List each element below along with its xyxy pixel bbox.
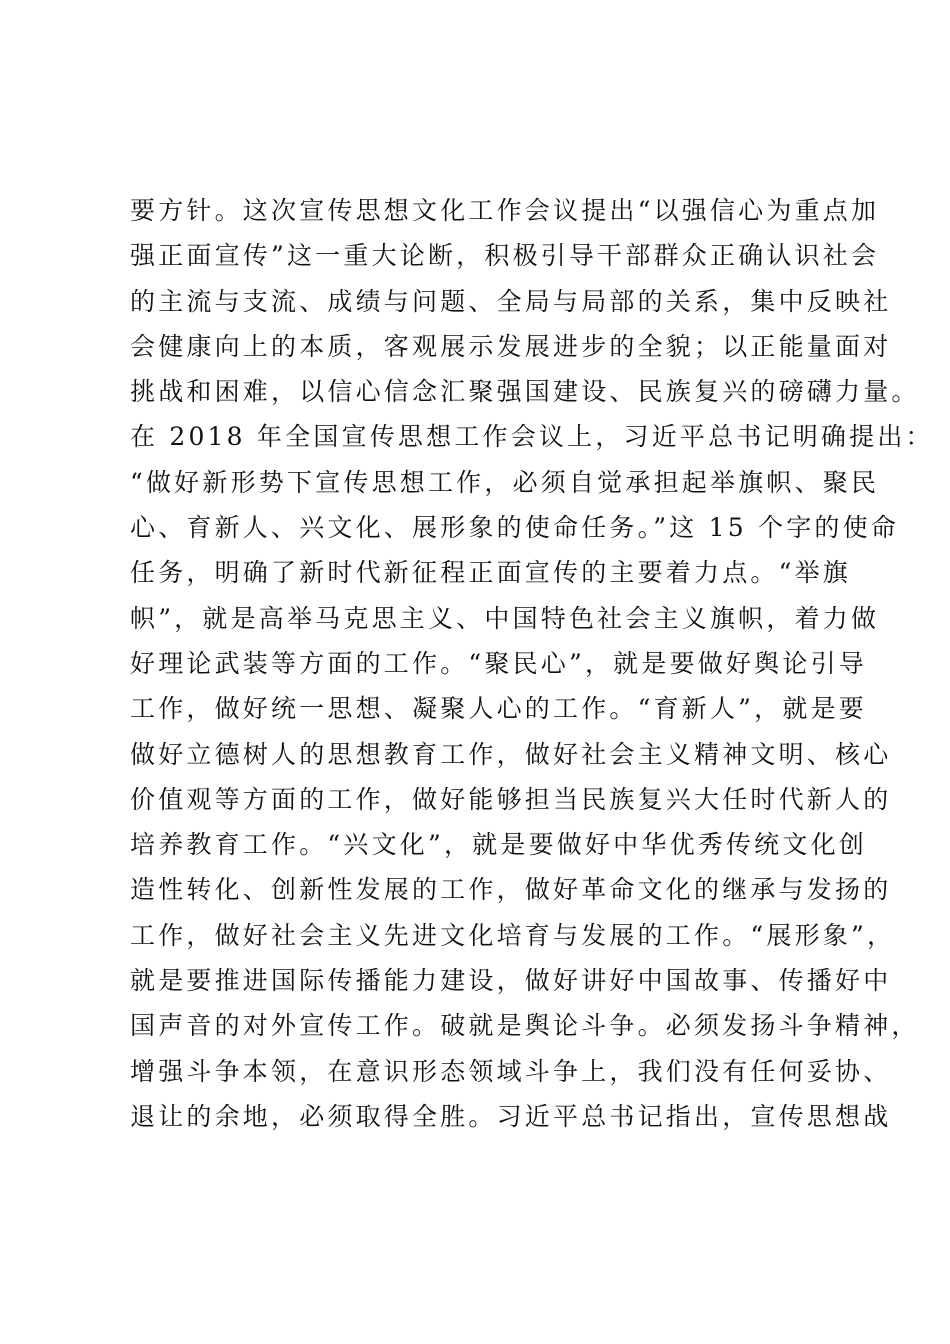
text-line: 任务，明确了新时代新征程正面宣传的主要着力点。“举旗	[130, 558, 851, 588]
text-line: 退让的余地，必须取得全胜。习近平总书记指出，宣传思想战	[130, 1101, 892, 1131]
text-line: 在 2018 年全国宣传思想工作会议上，习近平总书记明确提出：	[130, 422, 934, 452]
text-line: 就是要推进国际传播能力建设，做好讲好中国故事、传播好中	[130, 966, 892, 996]
text-line: 强正面宣传”这一重大论断，积极引导干部群众正确认识社会	[130, 241, 880, 271]
text-line: 好理论武装等方面的工作。“聚民心”，就是要做好舆论引导	[130, 648, 867, 678]
text-line: 价值观等方面的工作，做好能够担当民族复兴大任时代新人的	[130, 784, 892, 814]
text-line: 做好立德树人的思想教育工作，做好社会主义精神文明、核心	[130, 739, 892, 769]
text-line: 培养教育工作。“兴文化”，就是要做好中华优秀传统文化创	[130, 830, 867, 860]
text-line: 会健康向上的本质，客观展示发展进步的全貌；以正能量面对	[130, 331, 892, 361]
text-line: 工作，做好社会主义先进文化培育与发展的工作。“展形象”，	[130, 920, 896, 950]
text-line: 国声音的对外宣传工作。破就是舆论斗争。必须发扬斗争精神，	[130, 1011, 920, 1041]
body-text	[130, 188, 934, 1139]
text-line: 造性转化、创新性发展的工作，做好革命文化的继承与发扬的	[130, 875, 892, 905]
text-line: 要方针。这次宣传思想文化工作会议提出“以强信心为重点加	[130, 196, 880, 225]
text-line: 挑战和困难，以信心信念汇聚强国建设、民族复兴的磅礴力量。	[130, 377, 920, 407]
text-line: 增强斗争本领，在意识形态领域斗争上，我们没有任何妥协、	[130, 1056, 892, 1086]
text-line: 心、育新人、兴文化、展形象的使命任务。”这 15 个字的使命	[130, 513, 899, 543]
text-line: 工作，做好统一思想、凝聚人心的工作。“育新人”，就是要	[130, 694, 867, 724]
text-line: 帜”，就是高举马克思主义、中国特色社会主义旗帜，着力做	[130, 603, 880, 633]
text-line: “做好新形势下宣传思想工作，必须自觉承担起举旗帜、聚民	[130, 467, 880, 497]
text-line: 的主流与支流、成绩与问题、全局与局部的关系，集中反映社	[130, 286, 892, 316]
